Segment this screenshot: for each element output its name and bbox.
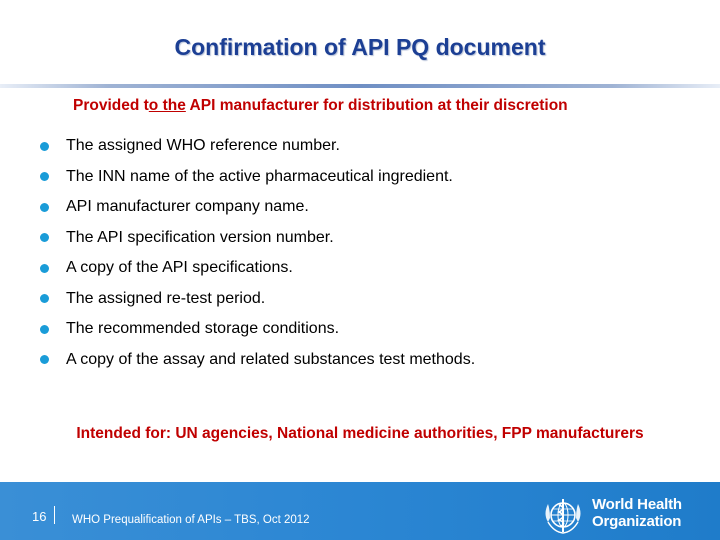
bullet-item — [40, 162, 700, 193]
bullet-dot-icon — [40, 294, 49, 303]
bullet-dot-icon — [40, 172, 49, 181]
bullet-text: A copy of the API specifications. — [66, 259, 293, 277]
who-emblem-icon — [540, 492, 586, 538]
bullet-text: The INN name of the active pharmaceutical ingredient. — [66, 167, 453, 185]
organization-name-line-2: Organization — [592, 513, 682, 530]
bullet-dot-icon — [40, 142, 49, 151]
page-number-divider — [54, 506, 55, 524]
intended-for-text: Intended for: UN agencies, National medicine authorities, FPP manufacturers — [76, 425, 644, 442]
bullet-text: The assigned WHO reference number. — [66, 137, 340, 155]
bullet-list — [40, 131, 700, 375]
bullet-dot-icon — [40, 264, 49, 273]
bullet-text: The API specification version number. — [66, 228, 334, 246]
bullet-item — [40, 284, 700, 315]
bullet-text: API manufacturer company name. — [66, 198, 309, 216]
bullet-text: The assigned re-test period. — [66, 289, 266, 307]
slide-title: Confirmation of API PQ document — [174, 34, 546, 60]
title-divider — [0, 84, 720, 88]
bullet-item — [40, 131, 700, 162]
bullet-item — [40, 345, 700, 376]
organization-name-line-1: World Health — [592, 496, 682, 513]
footer-text: WHO Prequalification of APIs – TBS, Oct 2012 — [72, 514, 310, 526]
bullet-text: The recommended storage conditions. — [66, 320, 340, 338]
bullet-dot-icon — [40, 355, 49, 364]
subtitle-part-1: Provided t — [73, 97, 149, 114]
subtitle-underlined: o the — [148, 97, 186, 114]
bullet-dot-icon — [40, 203, 49, 212]
slide-footer — [0, 482, 720, 540]
page-number: 16 — [32, 509, 47, 524]
slide-subtitle — [73, 97, 673, 115]
bullet-text: A copy of the assay and related substances test methods. — [66, 350, 476, 368]
bullet-dot-icon — [40, 325, 49, 334]
bullet-item — [40, 223, 700, 254]
bullet-item — [40, 314, 700, 345]
subtitle-part-2: API manufacturer for distribution at their discretion — [185, 97, 568, 114]
organization-name — [592, 496, 682, 530]
bullet-item — [40, 253, 700, 284]
bullet-item — [40, 192, 700, 223]
bullet-dot-icon — [40, 233, 49, 242]
